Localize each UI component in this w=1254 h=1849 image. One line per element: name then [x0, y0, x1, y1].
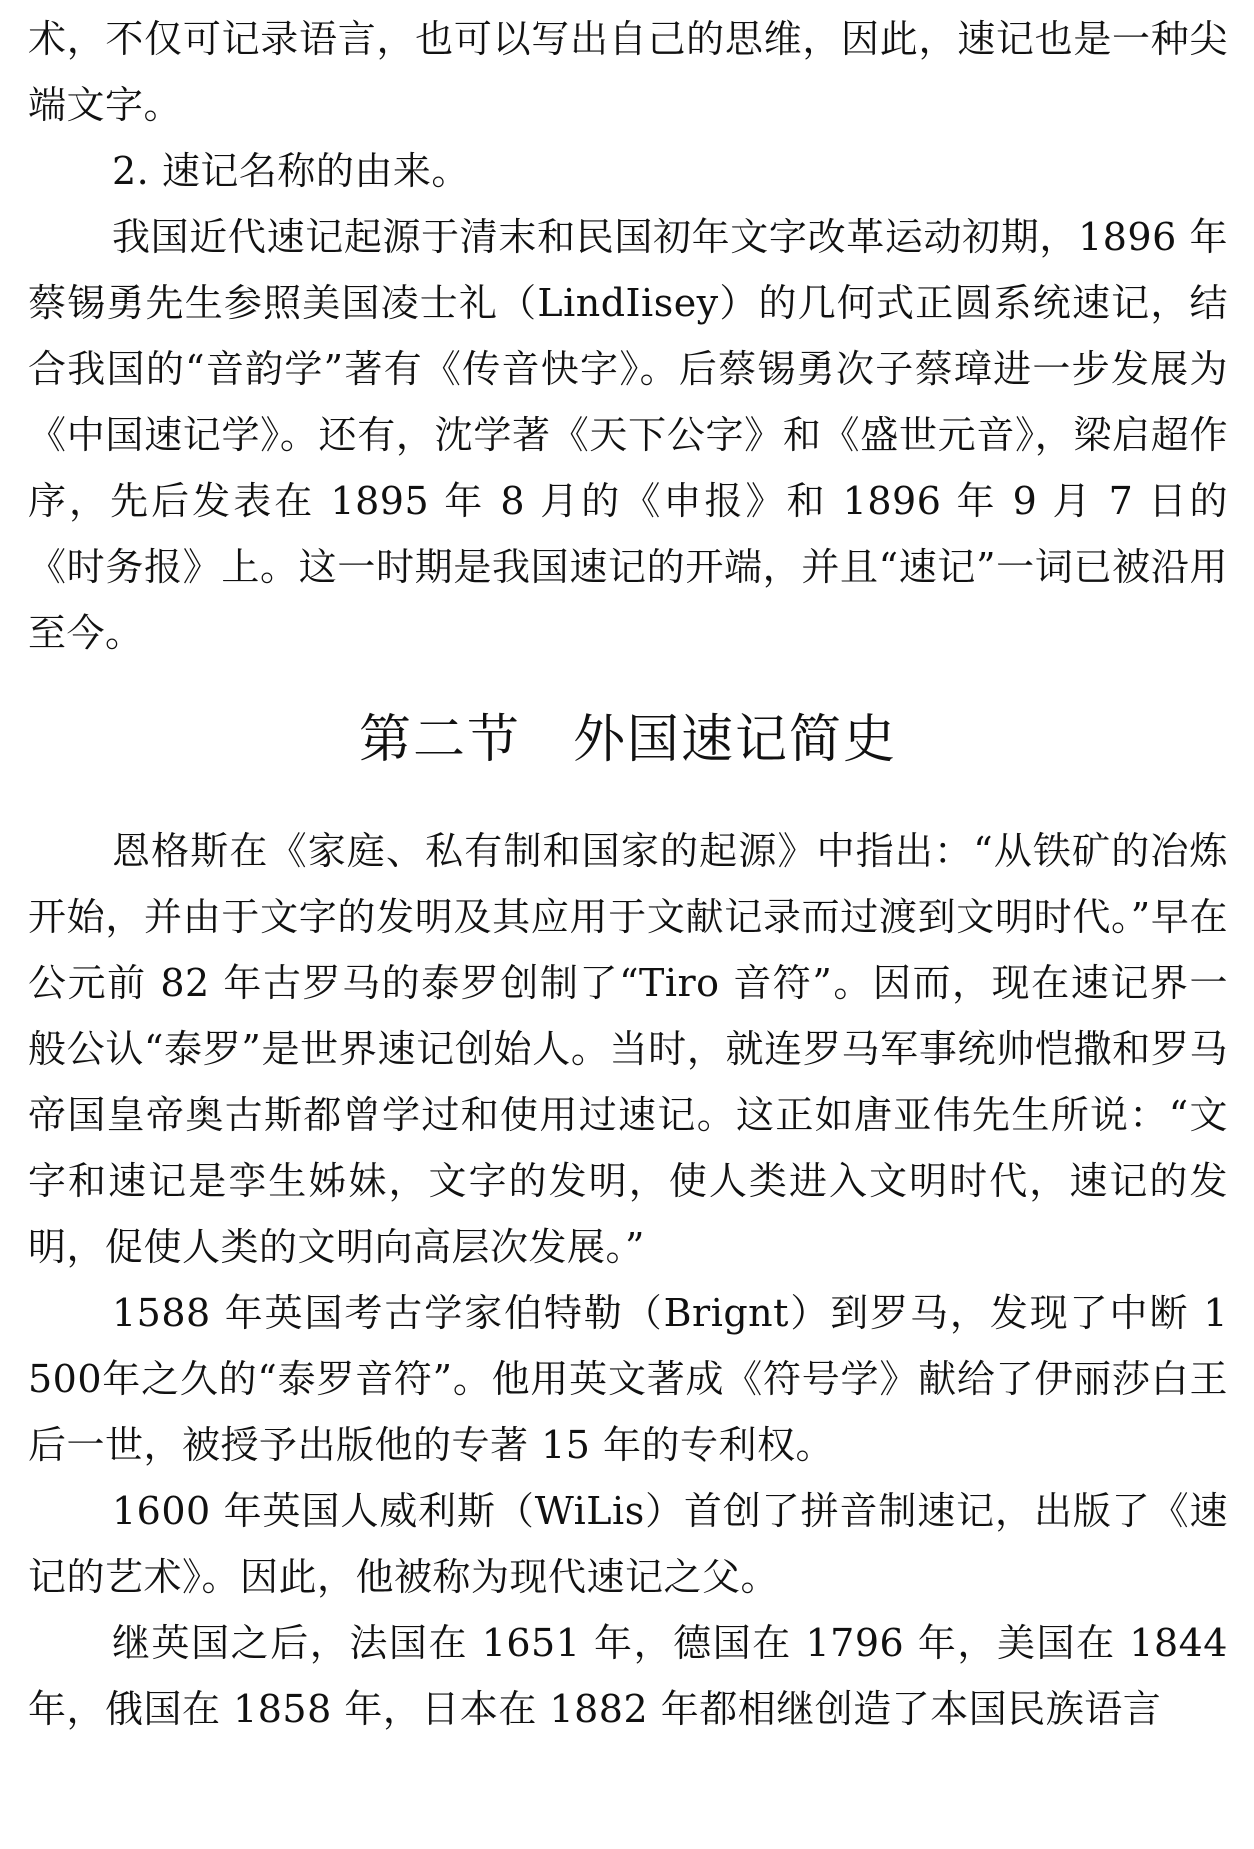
paragraph-brignt: 1588 年英国考古学家伯特勒（Brignt）到罗马，发现了中断 1 500年之久的“泰罗音符”。他用英文著成《符号学》献给了伊丽莎白王后一世，被授予出版他的专著 15 年的专利权。 — [28, 1291, 1228, 1467]
section-number: 第二节 — [358, 710, 521, 770]
paragraph-engels-quote: 恩格斯在《家庭、私有制和国家的起源》中指出：“从铁矿的冶炼开始，并由于文字的发明及其应用于文献记录而过渡到文明时代。”早在公元前 82 年古罗马的泰罗创制了“Tiro 音符”。因而，现在速记界一般公认“泰罗”是世界速记创始人。当时，就连罗马军事统帅恺撒和罗马帝国皇帝奥古斯都曾学过和使用过速记。这正如唐亚伟先生所说：“文字和速记是孪生姊妹，文字的发明，使人类进入文明时代，速记的发明，促使人类的文明向高层次发展。” — [28, 829, 1228, 1269]
section-heading — [28, 700, 1228, 780]
subsection-title: 2. 速记名称的由来。 — [112, 149, 470, 193]
paragraph-origin-of-shorthand: 我国近代速记起源于清末和民国初年文字改革运动初期，1896 年蔡锡勇先生参照美国凌士礼（LindIisey）的几何式正圆系统速记，结合我国的“音韵学”著有《传音快字》。后蔡锡勇次子蔡璋进一步发展为《中国速记学》。还有，沈学著《天下公字》和《盛世元音》，梁启超作序，先后发表在 1895 年 8 月的《申报》和 1896 年 9 月 7 日的《时务报》上。这一时期是我国速记的开端，并且“速记”一词已被沿用至今。 — [28, 215, 1228, 655]
document-page — [28, 6, 1228, 1742]
paragraph-willis: 1600 年英国人威利斯（WiLis）首创了拼音制速记，出版了《速记的艺术》。因此，他被称为现代速记之父。 — [28, 1489, 1228, 1599]
paragraph-other-countries: 继英国之后，法国在 1651 年，德国在 1796 年，美国在 1844 年，俄国在 1858 年，日本在 1882 年都相继创造了本国民族语言 — [28, 1621, 1228, 1731]
paragraph-continuation: 术，不仅可记录语言，也可以写出自己的思维，因此，速记也是一种尖端文字。 — [28, 17, 1228, 127]
section-title: 外国速记简史 — [573, 710, 898, 770]
